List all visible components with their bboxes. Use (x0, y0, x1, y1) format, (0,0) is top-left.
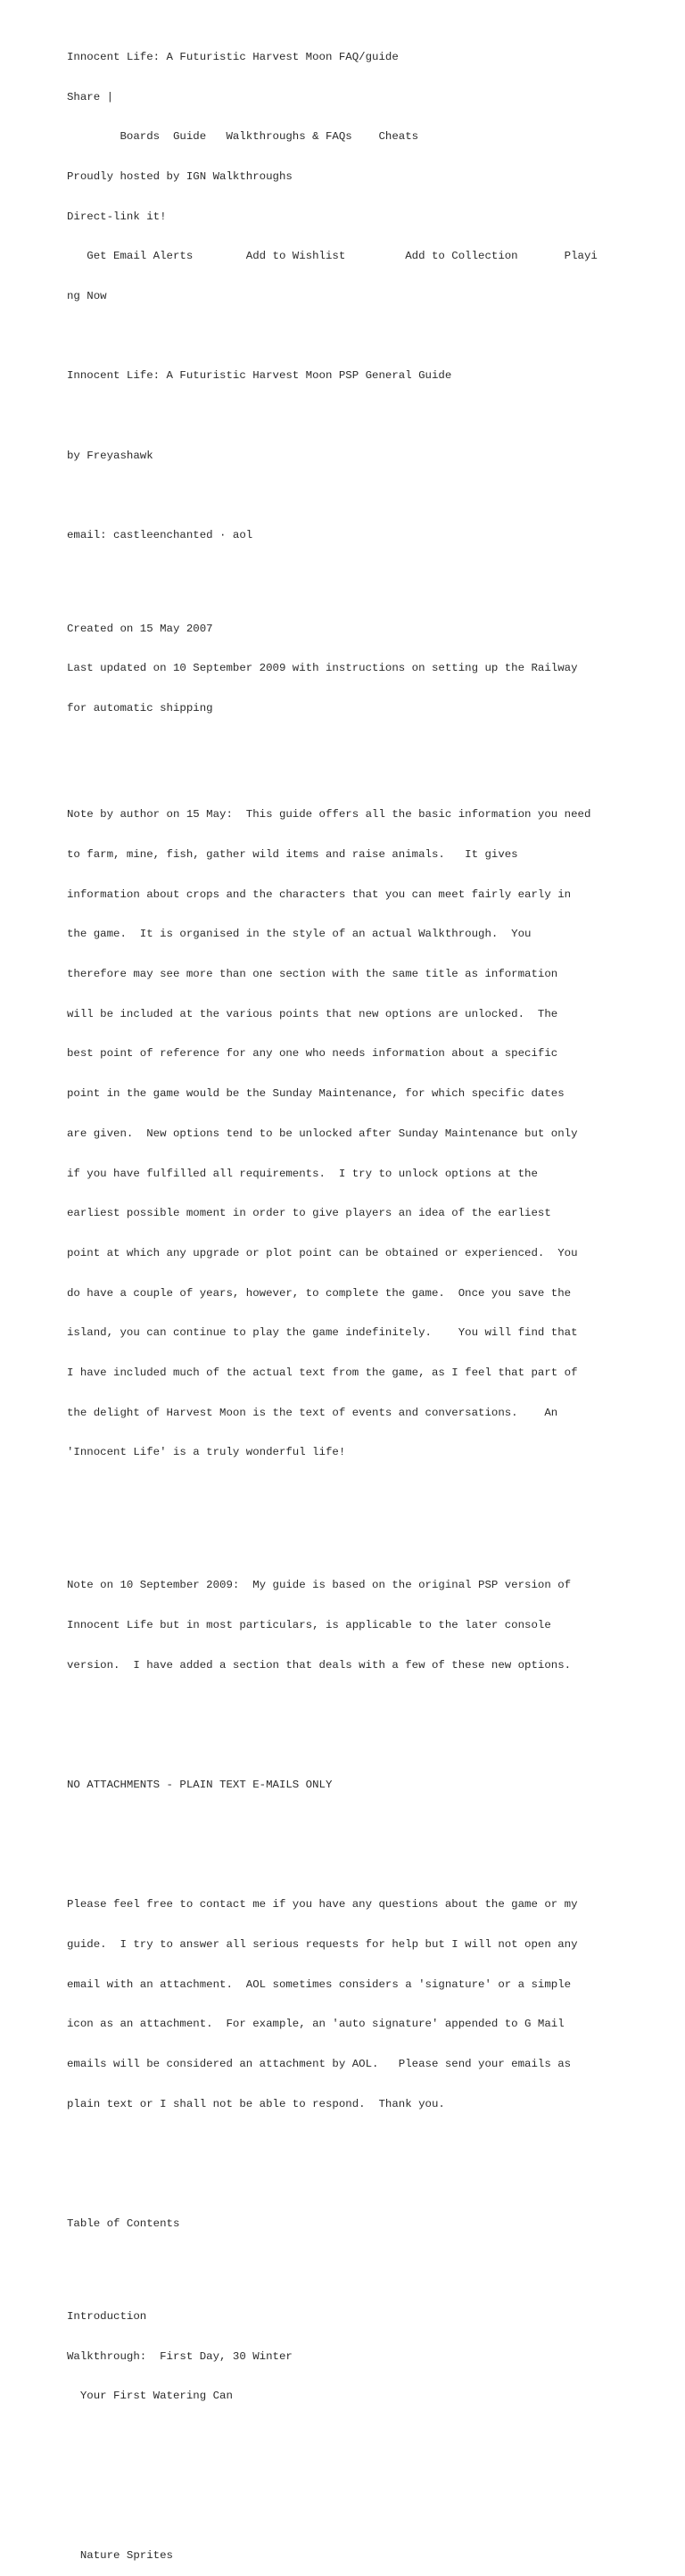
note-line: I have included much of the actual text from the game, as I feel that part of (67, 1366, 578, 1380)
toc-item-nature-sprites: Nature Sprites (67, 2549, 173, 2562)
guide-title: Innocent Life: A Futuristic Harvest Moon PSP General Guide (67, 369, 452, 383)
attachments-warning: NO ATTACHMENTS - PLAIN TEXT E-MAILS ONLY (67, 1779, 333, 1791)
direct-link[interactable]: Direct-link it! (67, 210, 167, 223)
note-line: do have a couple of years, however, to complete the game. Once you save the (67, 1286, 572, 1300)
guide-author: by Freyashawk (67, 449, 153, 462)
note-line: the game. It is organised in the style of an actual Walkthrough. You (67, 928, 532, 941)
note-line: will be included at the various points that new options are unlocked. The (67, 1007, 558, 1020)
note-line: island, you can continue to play the game indefinitely. You will find that (67, 1326, 578, 1340)
note-line: if you have fulfilled all requirements. I try to unlock options at the (67, 1167, 538, 1180)
note-line: 'Innocent Life' is a truly wonderful life! (67, 1446, 346, 1459)
action-links-line-2[interactable]: ng Now (67, 290, 107, 303)
note-line: point at which any upgrade or plot point can be obtained or experienced. You (67, 1246, 578, 1259)
contact-line: plain text or I shall not be able to respond. Thank you. (67, 2097, 445, 2110)
share-link[interactable]: Share | (67, 90, 114, 103)
note-line: therefore may see more than one section with the same title as information (67, 968, 558, 980)
contact-line: icon as an attachment. For example, an 'auto signature' appended to G Mail (67, 2018, 565, 2031)
toc-item-introduction: Introduction (67, 2310, 147, 2324)
note-line: Note on 10 September 2009: My guide is based on the original PSP version of (67, 1579, 572, 1592)
note-line: version. I have added a section that deals with a few of these new options. (67, 1658, 572, 1672)
author-email: email: castleenchanted · aol (67, 529, 253, 542)
created-date: Created on 15 May 2007 (67, 622, 213, 635)
toc-heading: Table of Contents (67, 2217, 180, 2230)
contact-line: guide. I try to answer all serious requests for help but I will not open any (67, 1937, 578, 1951)
author-note-10-september (67, 1553, 602, 1699)
hosted-by-text: Proudly hosted by IGN Walkthroughs (67, 169, 293, 183)
action-links-line-1[interactable]: Get Email Alerts Add to Wishlist Add to Collection Playi (67, 250, 598, 263)
toc-item-watering-can: Your First Watering Can (67, 2390, 233, 2403)
contact-line: email with an attachment. AOL sometimes considers a 'signature' or a simple (67, 1977, 572, 1991)
note-line: are given. New options tend to be unlocked after Sunday Maintenance but only (67, 1127, 578, 1140)
site-nav-links[interactable]: Boards Guide Walkthroughs & FAQs Cheats (67, 130, 419, 144)
note-line: best point of reference for any one who needs information about a specific (67, 1047, 558, 1061)
note-line: to farm, mine, fish, gather wild items and raise animals. It gives (67, 847, 518, 861)
contact-line: Please feel free to contact me if you have any questions about the game or my (67, 1898, 578, 1911)
note-line: point in the game would be the Sunday Maintenance, for which specific dates (67, 1087, 565, 1101)
toc-item-walkthrough: Walkthrough: First Day, 30 Winter (67, 2349, 293, 2363)
contact-paragraph (67, 1871, 602, 2137)
note-line: Note by author on 15 May: This guide offers all the basic information you need (67, 808, 591, 822)
page-title: Innocent Life: A Futuristic Harvest Moon FAQ/guide (67, 50, 399, 63)
contact-line: emails will be considered an attachment by AOL. Please send your emails as (67, 2057, 572, 2070)
note-line: earliest possible moment in order to give players an idea of the earliest (67, 1207, 551, 1220)
note-line: information about crops and the characters that you can meet fairly early in (67, 888, 572, 901)
updated-line-1: Last updated on 10 September 2009 with instructions on setting up the Railway (67, 662, 578, 675)
note-line: Innocent Life but in most particulars, is applicable to the later console (67, 1619, 551, 1632)
author-note-15-may (67, 781, 602, 1486)
guide-document (67, 24, 602, 2576)
note-line: the delight of Harvest Moon is the text of events and conversations. An (67, 1406, 558, 1419)
updated-line-2: for automatic shipping (67, 701, 213, 714)
